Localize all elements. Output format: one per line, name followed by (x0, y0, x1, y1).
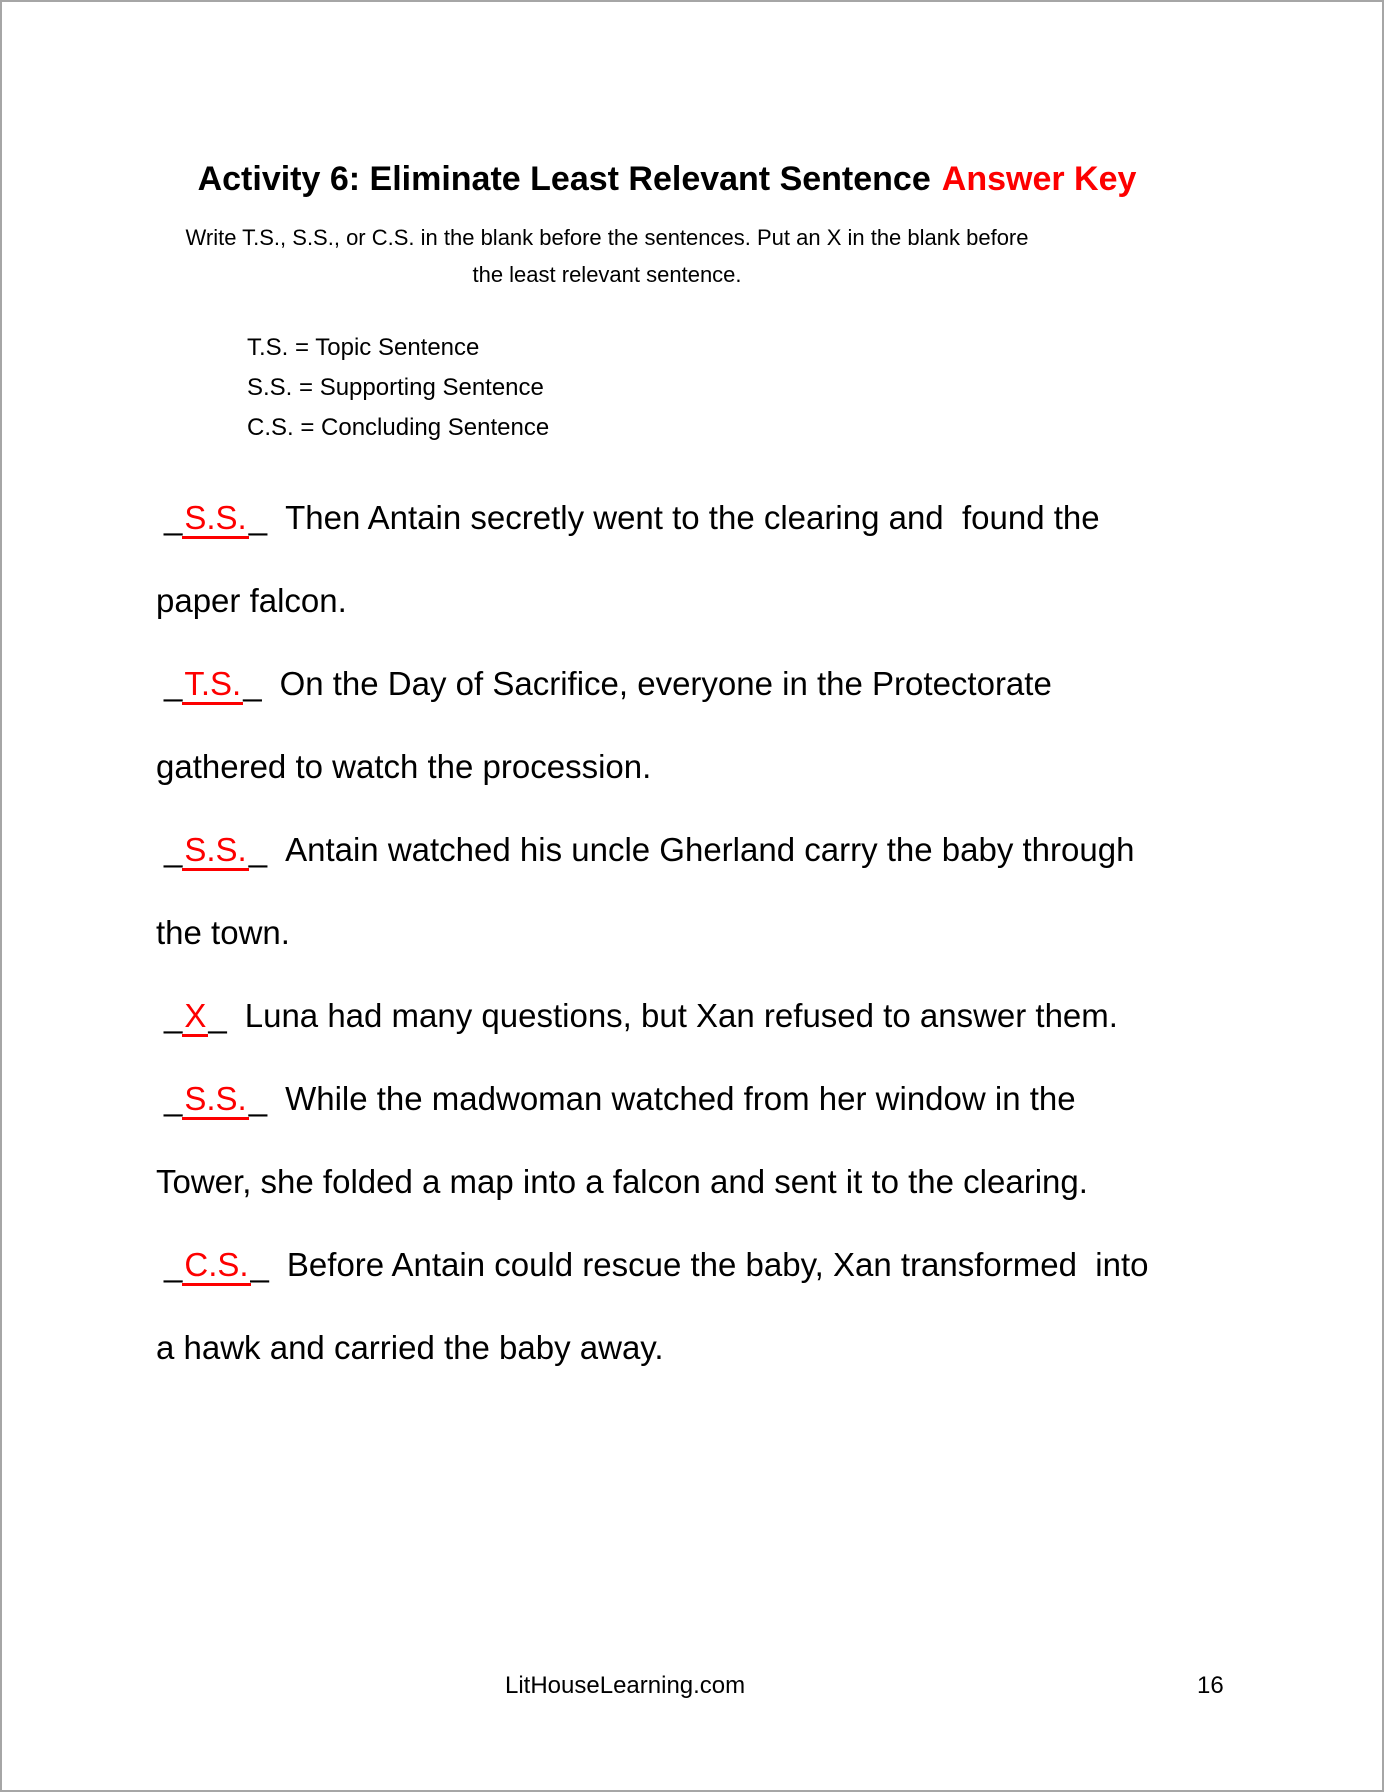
item-5-sentence-cont: Tower, she folded a map into a falcon and sent it to the clearing. (156, 1163, 1088, 1200)
answer-items (156, 476, 1148, 1389)
blank-underscore: _ (250, 1246, 269, 1283)
page-title (2, 160, 1332, 199)
item-6-sentence-cont: a hawk and carried the baby away. (156, 1329, 664, 1366)
blank-underscore: _ (164, 665, 183, 702)
item-3-sentence: Antain watched his uncle Gherland carry the baby through (285, 831, 1135, 868)
blank-underscore: _ (243, 665, 262, 702)
legend-supporting-sentence: S.S. = Supporting Sentence (247, 374, 544, 401)
item-6-answer: C.S. (182, 1246, 250, 1286)
item-3-sentence-cont: the town. (156, 914, 290, 951)
item-2-line-1 (156, 642, 1148, 725)
item-5-line-2 (156, 1140, 1148, 1223)
footer-site-name: LitHouseLearning.com (505, 1672, 746, 1699)
item-1-sentence-cont: paper falcon. (156, 582, 347, 619)
blank-underscore: _ (248, 1080, 268, 1117)
item-5-line-1 (156, 1057, 1148, 1140)
item-2-sentence: On the Day of Sacrifice, everyone in the Protectorate (279, 665, 1052, 702)
item-6-sentence: Before Antain could rescue the baby, Xan transformed into (286, 1246, 1149, 1283)
item-5-answer: S.S. (182, 1080, 248, 1120)
item-3-line-1 (156, 808, 1148, 891)
page-title-answer-key: Answer Key (941, 160, 1137, 198)
item-4-sentence: Luna had many questions, but Xan refused to answer them. (244, 997, 1118, 1034)
legend-concluding-sentence: C.S. = Concluding Sentence (247, 414, 550, 441)
item-1-line-1 (156, 476, 1148, 559)
blank-underscore: _ (164, 1246, 183, 1283)
instructions-line-2: the least relevant sentence. (472, 262, 742, 287)
blank-underscore: _ (164, 997, 183, 1034)
item-6-line-2 (156, 1306, 1148, 1389)
blank-underscore: _ (248, 831, 268, 868)
abbreviation-legend (247, 328, 549, 448)
item-2-line-2 (156, 725, 1148, 808)
item-1-sentence: Then Antain secretly went to the clearing and found the (285, 499, 1100, 536)
instructions (2, 219, 1212, 293)
footer-page-number: 16 (1197, 1672, 1224, 1699)
blank-underscore: _ (164, 1080, 183, 1117)
blank-underscore: _ (164, 831, 183, 868)
legend-topic-sentence: T.S. = Topic Sentence (247, 334, 480, 361)
instructions-line-1: Write T.S., S.S., or C.S. in the blank before the sentences. Put an X in the blank before (185, 225, 1029, 250)
item-2-answer: T.S. (182, 665, 243, 705)
blank-underscore: _ (164, 499, 183, 536)
blank-underscore: _ (208, 997, 227, 1034)
item-3-line-2 (156, 891, 1148, 974)
item-2-sentence-cont: gathered to watch the procession. (156, 748, 652, 785)
item-1-answer: S.S. (182, 499, 248, 539)
item-3-answer: S.S. (182, 831, 248, 871)
blank-underscore: _ (248, 499, 268, 536)
item-4-answer: X (182, 997, 208, 1037)
item-4-line-1 (156, 974, 1148, 1057)
item-5-sentence: While the madwoman watched from her window in the (285, 1080, 1076, 1117)
item-1-line-2 (156, 559, 1148, 642)
page-title-main: Activity 6: Eliminate Least Relevant Sentence (197, 160, 931, 198)
item-6-line-1 (156, 1223, 1148, 1306)
